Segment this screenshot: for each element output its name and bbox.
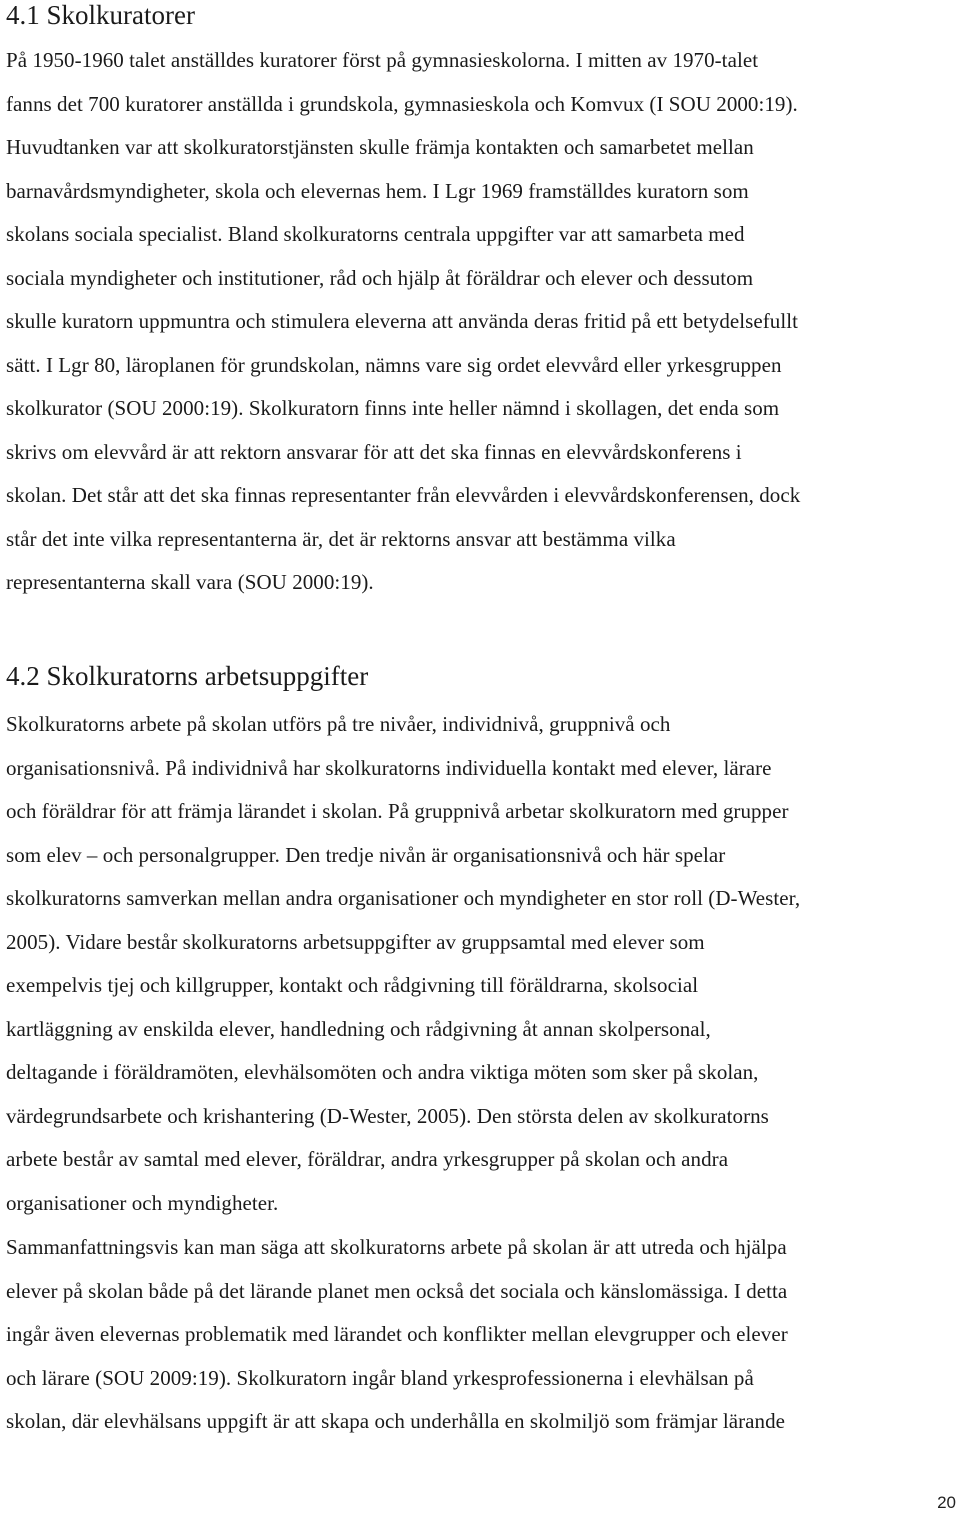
text-line: sätt. I Lgr 80, läroplanen för grundskolan, nämns vare sig ordet elevvård eller yrkesgruppen: [6, 352, 782, 377]
text-line: representanterna skall vara (SOU 2000:19).: [6, 570, 374, 594]
text-line: skolkuratorns samverkan mellan andra organisationer och myndigheter en stor roll (D-Wester,: [6, 886, 801, 910]
text-line: och lärare (SOU 2009:19). Skolkuratorn ingår bland yrkesprofessionerna i elevhälsan på: [6, 1365, 754, 1390]
text-line: skolans sociala specialist. Bland skolkuratorns centrala uppgifter var att samarbeta med: [6, 222, 745, 246]
section-4-2-paragraph-2: [6, 1226, 958, 1444]
text-line: som elev – och personalgrupper. Den tredje nivån är organisationsnivå och här spelar: [6, 842, 726, 867]
text-line: exempelvis tjej och killgrupper, kontakt och rådgivning till föräldrarna, skolsocial: [6, 973, 699, 997]
text-line: skolan. Det står att det ska finnas representanter från elevvården i elevvårdskonferensen, dock: [6, 483, 801, 507]
text-line: fanns det 700 kuratorer anställda i grundskola, gymnasieskola och Komvux (I SOU 2000:19).: [6, 91, 798, 116]
text-line: deltagande i föräldramöten, elevhälsomöten och andra viktiga möten som sker på skolan,: [6, 1060, 759, 1084]
section-4-1-paragraph: [6, 39, 958, 605]
section-heading-4-2: 4.2 Skolkuratorns arbetsuppgifter: [6, 661, 369, 691]
text-line: skulle kuratorn uppmuntra och stimulera eleverna att använda deras fritid på ett betydelsefullt: [6, 309, 798, 333]
text-line: skrivs om elevvård är att rektorn ansvarar för att det ska finnas en elevvårdskonferens i: [6, 439, 742, 464]
text-line: Huvudtanken var att skolkuratorstjänsten skulle främja kontakten och samarbetet mellan: [6, 135, 754, 159]
text-line: och föräldrar för att främja lärandet i skolan. På gruppnivå arbetar skolkuratorn med grupper: [6, 799, 789, 823]
section-4-2-paragraph-1: [6, 703, 958, 1225]
text-line: kartläggning av enskilda elever, handledning och rådgivning åt annan skolpersonal,: [6, 1016, 711, 1041]
text-line: elever på skolan både på det lärande planet men också det sociala och känslomässiga. I detta: [6, 1278, 788, 1303]
text-line: arbete består av samtal med elever, föräldrar, andra yrkesgrupper på skolan och andra: [6, 1147, 729, 1171]
text-line: värdegrundsarbete och krishantering (D-Wester, 2005). Den största delen av skolkuratorns: [6, 1103, 769, 1128]
text-line: barnavårdsmyndigheter, skola och elevernas hem. I Lgr 1969 framställdes kuratorn som: [6, 178, 749, 203]
text-line: organisationsnivå. På individnivå har skolkuratorns individuella kontakt med elever, lärare: [6, 755, 772, 780]
text-line: sociala myndigheter och institutioner, råd och hjälp åt föräldrar och elever och dessutom: [6, 265, 754, 290]
text-line: På 1950-1960 talet anställdes kuratorer först på gymnasieskolorna. I mitten av 1970-talet: [6, 48, 759, 72]
text-line: skolan, där elevhälsans uppgift är att skapa och underhålla en skolmiljö som främjar lärande: [6, 1409, 786, 1433]
text-line: Sammanfattningsvis kan man säga att skolkuratorns arbete på skolan är att utreda och hjälpa: [6, 1235, 787, 1259]
text-line: organisationer och myndigheter.: [6, 1190, 279, 1215]
text-line: skolkurator (SOU 2000:19). Skolkuratorn finns inte heller nämnd i skollagen, det enda som: [6, 396, 780, 420]
text-line: ingår även elevernas problematik med lärandet och konflikter mellan elevgrupper och elever: [6, 1322, 788, 1346]
text-line: 2005). Vidare består skolkuratorns arbetsuppgifter av gruppsamtal med elever som: [6, 929, 705, 954]
text-line: Skolkuratorns arbete på skolan utförs på tre nivåer, individnivå, gruppnivå och: [6, 712, 671, 736]
page-number: 20: [937, 1493, 956, 1512]
section-heading-4-1: 4.1 Skolkuratorer: [6, 0, 195, 30]
text-line: står det inte vilka representanterna är, det är rektorns ansvar att bestämma vilka: [6, 526, 676, 551]
